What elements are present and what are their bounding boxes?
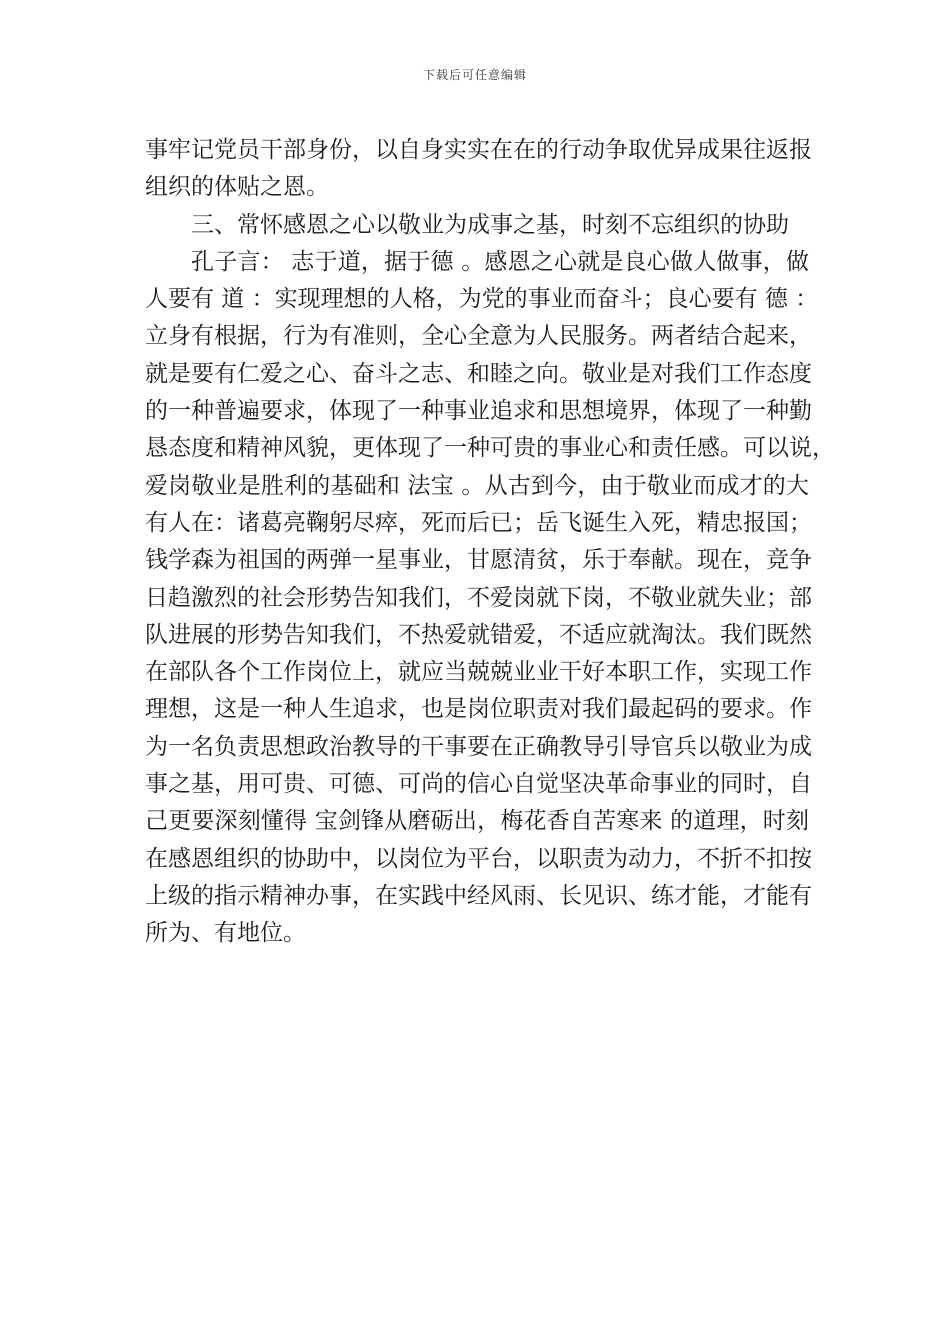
paragraph-line: 在感恩组织的协助中，以岗位为平台，以职责为动力，不折不扣按 xyxy=(145,845,812,872)
paragraph-line: 理想，这是一种人生追求，也是岗位职责对我们最起码的要求。作 xyxy=(145,696,812,723)
paragraph-line: 就是要有仁爱之心、奋斗之志、和睦之向。敬业是对我们工作态度 xyxy=(145,360,812,387)
page-header: 下载后可任意编辑 xyxy=(422,68,527,82)
paragraph-line: 己更要深刻懂得 宝剑锋从磨砺出，梅花香自苦寒来 的道理，时刻 xyxy=(145,808,809,835)
paragraph-line: 立身有根据，行为有准则，全心全意为人民服务。两者结合起来， xyxy=(145,323,812,350)
section-heading: 三、常怀感恩之心以敬业为成事之基，时刻不忘组织的协助 xyxy=(191,211,789,238)
paragraph-line: 所为、有地位。 xyxy=(145,920,306,947)
paragraph-line: 钱学森为祖国的两弹一星事业，甘愿清贫，乐于奉献。现在，竞争 xyxy=(145,547,812,574)
paragraph-line: 队进展的形势告知我们，不热爱就错爱，不适应就淘汰。我们既然 xyxy=(145,621,812,648)
paragraph-line: 的一种普遍要求，体现了一种事业追求和思想境界，体现了一种勤 xyxy=(145,398,812,425)
paragraph-line: 恳态度和精神风貌，更体现了一种可贵的事业心和责任感。可以说， xyxy=(145,435,835,462)
paragraph-line: 事牢记党员干部身份，以自身实实在在的行动争取优异成果往返报 xyxy=(145,137,812,163)
paragraph-line: 事之基，用可贵、可德、可尚的信心自觉坚决革命事业的同时，自 xyxy=(145,771,812,798)
body-text xyxy=(145,132,835,953)
paragraph-line: 孔子言： 志于道，据于德 。感恩之心就是良心做人做事，做 xyxy=(191,248,809,275)
paragraph-line: 组织的体贴之恩。 xyxy=(145,174,329,201)
paragraph-line: 人要有 道 ：实现理想的人格，为党的事业而奋斗；良心要有 德 ： xyxy=(145,286,819,313)
paragraph-line: 日趋激烈的社会形势告知我们，不爱岗就下岗，不敬业就失业；部 xyxy=(145,584,812,611)
paragraph-line: 上级的指示精神办事，在实践中经风雨、长见识、练才能，才能有 xyxy=(145,882,812,909)
paragraph-line: 为一名负责思想政治教导的干事要在正确教导引导官兵以敬业为成 xyxy=(145,733,812,760)
paragraph-line: 有人在：诸葛亮鞠躬尽瘁，死而后已；岳飞诞生入死，精忠报国； xyxy=(145,509,812,536)
paragraph-line: 爱岗敬业是胜利的基础和 法宝 。从古到今，由于敬业而成才的大 xyxy=(145,472,809,499)
paragraph-line: 在部队各个工作岗位上，就应当兢兢业业干好本职工作，实现工作 xyxy=(145,659,812,686)
